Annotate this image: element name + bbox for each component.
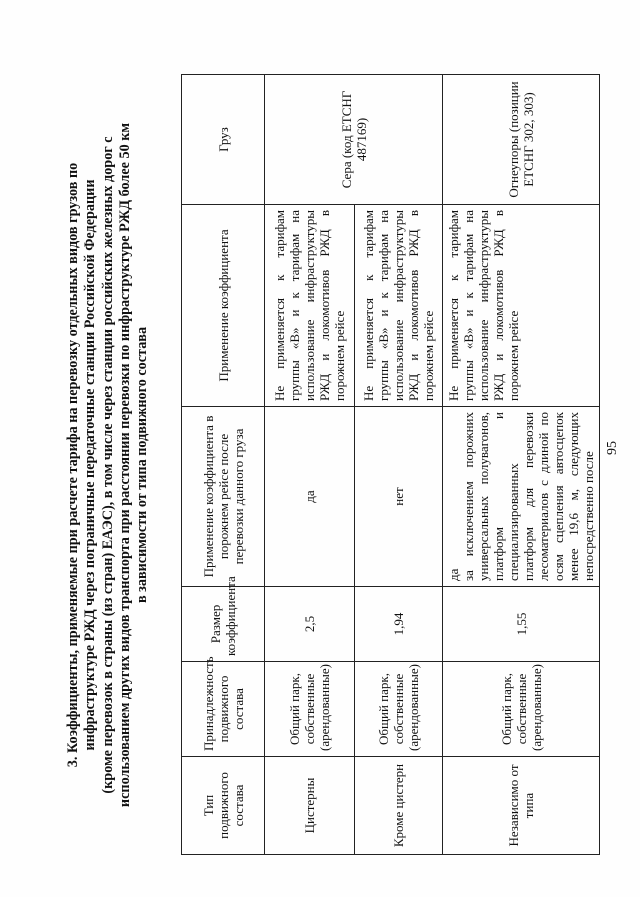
header-rolling-stock-type: Тип подвижного состава xyxy=(182,757,265,855)
cell-size: 1,94 xyxy=(355,587,443,662)
cell-empty-run: нет xyxy=(355,407,443,587)
title-line: инфраструктуре РЖД через пограничные передаточные станции Российской Федерации xyxy=(82,179,99,751)
cell-application: Не применяется к тарифам группы «В» и к тарифам на использование инфраструктуры РЖД и локомотивов РЖД в порожнем рейсе xyxy=(265,205,355,407)
header-application: Применение коэффициента xyxy=(182,205,265,407)
cell-application: Не применяется к тарифам группы «В» и к тарифам на использование инфраструктуры РЖД и локомотивов РЖД в порожнем рейсе xyxy=(443,205,600,407)
title-line: (кроме перевозок в страны (из стран) ЕАЭС), в том числе через станции российских железных дорог с xyxy=(99,136,116,794)
title-line: в зависимости от типа подвижного состава xyxy=(134,326,151,604)
cell-empty-run: да xyxy=(265,407,355,587)
section-title xyxy=(65,75,180,855)
header-cargo: Груз xyxy=(182,75,265,205)
table-header-row xyxy=(182,75,265,855)
table-row xyxy=(265,75,355,855)
cell-type: Независимо от типа xyxy=(443,757,600,855)
rotated-page-content xyxy=(65,75,596,855)
cell-ownership: Общий парк, собственные (арендованные) xyxy=(355,662,443,757)
table-row xyxy=(443,75,600,855)
coefficients-table xyxy=(181,74,600,855)
header-coefficient-size: Размер коэффициента xyxy=(182,587,265,662)
cell-ownership: Общий парк, собственные (арендованные) xyxy=(265,662,355,757)
cell-ownership: Общий парк, собственные (арендованные) xyxy=(443,662,600,757)
empty-run-exception: за исключением порожних универсальных полувагонов, платформ и специализированных платформ для перевозки лесоматериалов с длиной по осям сцепления автосцепок менее 19,6 м, следующих непосредственно после xyxy=(461,412,596,581)
page-number: 95 xyxy=(605,441,620,455)
cell-cargo: Огнеупоры (позиции ЕТСНГ 302, 303) xyxy=(443,75,600,205)
cell-cargo: Сера (код ЕТСНГ 487169) xyxy=(265,75,443,205)
title-line: 3. Коэффициенты, применяемые при расчете тарифа на перевозку отдельных видов грузов по xyxy=(65,162,81,768)
cell-size: 1,55 xyxy=(443,587,600,662)
header-ownership: Принадлежность подвижного состава xyxy=(182,662,265,757)
cell-application: Не применяется к тарифам группы «В» и к тарифам на использование инфраструктуры РЖД и локомотивов РЖД в порожнем рейсе xyxy=(355,205,443,407)
header-empty-run: Применение коэффициента в порожнем рейсе после перевозки данного груза xyxy=(182,407,265,587)
cell-empty-run xyxy=(443,407,600,587)
cell-type: Цистерны xyxy=(265,757,355,855)
cell-size: 2,5 xyxy=(265,587,355,662)
cell-type: Кроме цистерн xyxy=(355,757,443,855)
empty-run-yes: да xyxy=(446,568,461,581)
title-line: использованием других видов транспорта при расстоянии перевозки по инфраструктуре РЖД более 50 км xyxy=(116,122,133,808)
